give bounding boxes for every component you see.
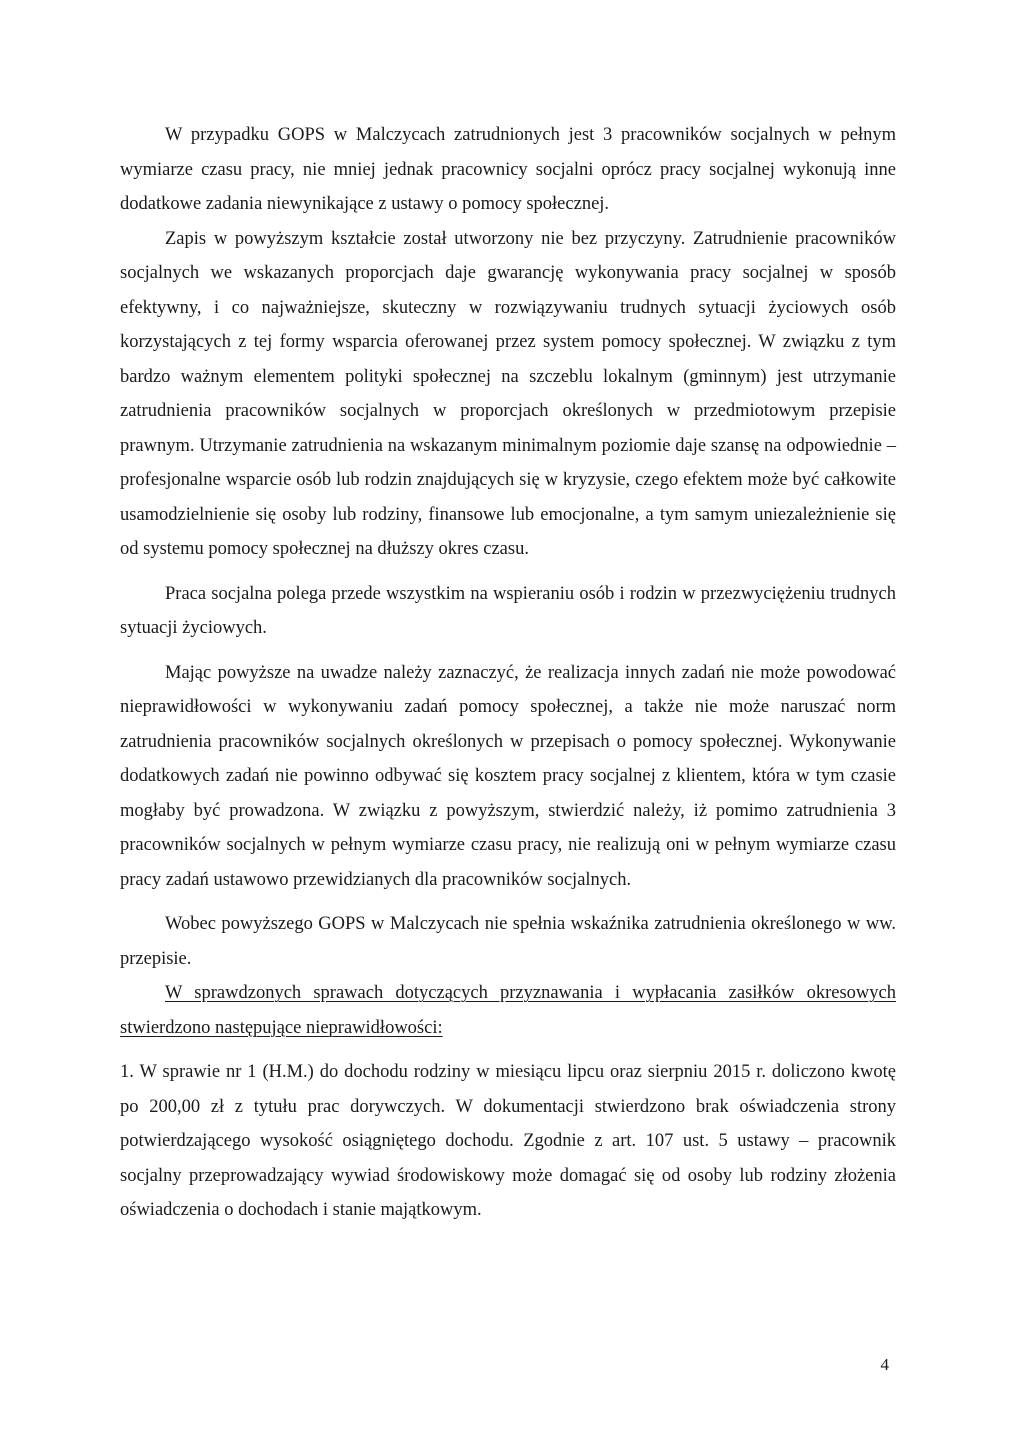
section-heading-irregularities: W sprawdzonych sprawach dotyczących przyznawania i wypłacania zasiłków okresowych stwierdzono następujące nieprawidłowości: — [120, 983, 896, 1038]
paragraph-additional-tasks: Mając powyższe na uwadze należy zaznaczyć, że realizacja innych zadań nie może powodować nieprawidłowości w wykonywaniu zadań pomocy społecznej, a także nie może naruszać norm zatrudnienia pracowników socjalnych określonych w przepisach o pomocy społecznej. Wykonywanie dodatkowych zadań nie powinno odbywać się kosztem pracy socjalnej z klientem, która w tym czasie mogłaby być prowadzona. W związku z powyższym, stwierdzić należy, iż pomimo zatrudnienia 3 pracowników socjalnych w pełnym wymiarze czasu pracy, nie realizują oni w pełnym wymiarze czasu pracy zadań ustawowo przewidzianych dla pracowników socjalnych. — [120, 662, 896, 890]
paragraph-gops-staffing: W przypadku GOPS w Malczycach zatrudnionych jest 3 pracowników socjalnych w pełnym wymiarze czasu pracy, nie mniej jednak pracownicy socjalni oprócz pracy socjalnej wykonują inne dodatkowe zadania niewynikające z ustawy o pomocy społecznej. — [120, 125, 896, 214]
finding-item-1: 1. W sprawie nr 1 (H.M.) do dochodu rodziny w miesiącu lipcu oraz sierpniu 2015 r. doliczono kwotę po 200,00 zł z tytułu prac dorywczych. W dokumentacji stwierdzono brak oświadczenia strony potwierdzającego wysokość osiągniętego dochodu. Zgodnie z art. 107 ust. 5 ustawy – pracownik socjalny przeprowadzający wywiad środowiskowy może domagać się od osoby lub rodziny złożenia oświadczenia o dochodach i stanie majątkowym. — [120, 1062, 896, 1220]
document-page — [120, 118, 896, 1228]
paragraph-employment-rationale: Zapis w powyższym kształcie został utworzony nie bez przyczyny. Zatrudnienie pracowników socjalnych we wskazanych proporcjach daje gwarancję wykonywania pracy socjalnej w sposób efektywny, i co najważniejsze, skuteczny w rozwiązywaniu trudnych sytuacji życiowych osób korzystających z tej formy wsparcia oferowanej przez system pomocy społecznej. W związku z tym bardzo ważnym elementem polityki społecznej na szczeblu lokalnym (gminnym) jest utrzymanie zatrudnienia pracowników socjalnych w proporcjach określonych w przedmiotowym przepisie prawnym. Utrzymanie zatrudnienia na wskazanym minimalnym poziomie daje szansę na odpowiednie – profesjonalne wsparcie osób lub rodzin znajdujących się w kryzysie, czego efektem może być całkowite usamodzielnienie się osoby lub rodziny, finansowe lub emocjonalne, a tym samym uniezależnienie się od systemu pomocy społecznej na dłuższy okres czasu. — [120, 228, 896, 559]
paragraph-conclusion: Wobec powyższego GOPS w Malczycach nie spełnia wskaźnika zatrudnienia określonego w ww. przepisie. — [120, 914, 896, 969]
page-number: 4 — [880, 1355, 889, 1374]
paragraph-social-work-definition: Praca socjalna polega przede wszystkim na wspieraniu osób i rodzin w przezwyciężeniu trudnych sytuacji życiowych. — [120, 583, 896, 638]
